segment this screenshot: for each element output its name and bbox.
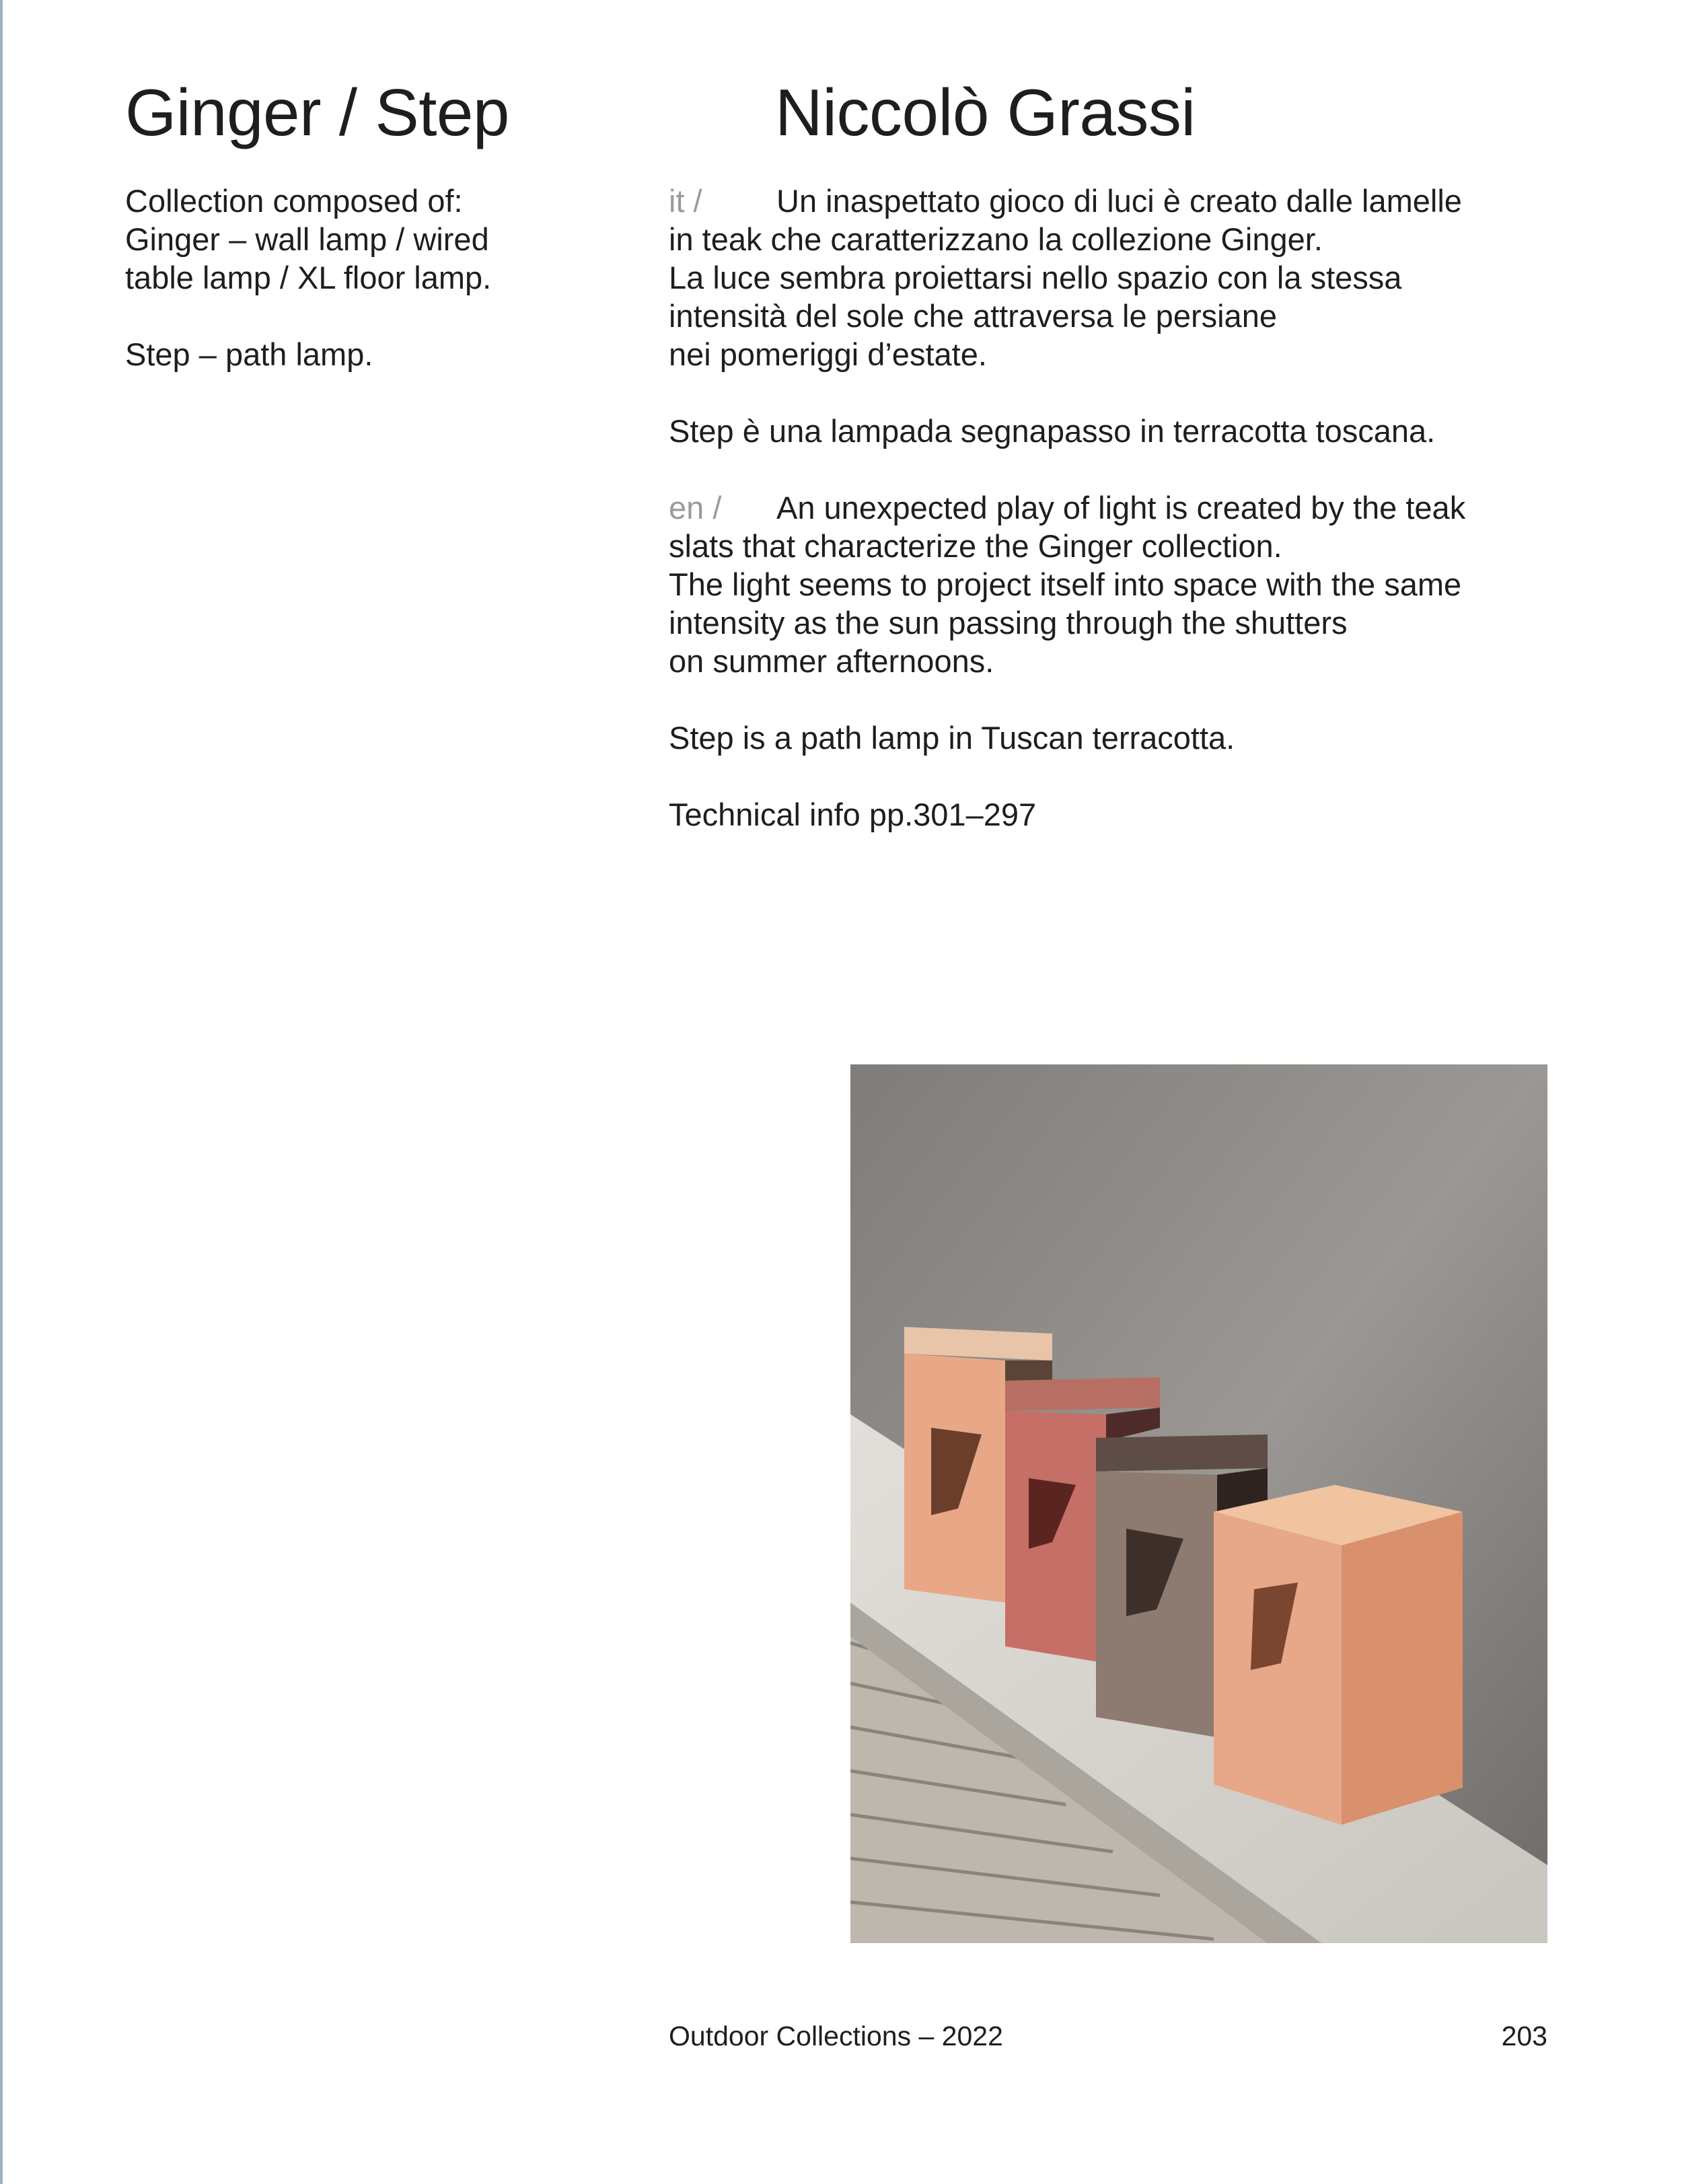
step-lamp-terracotta <box>1214 1485 1463 1825</box>
description-column <box>669 182 1570 872</box>
italian-line: La luce sembra proiettarsi nello spazio con la stessa <box>669 260 1402 295</box>
composition-line: Collection composed of: <box>125 183 463 219</box>
composition-line: table lamp / XL floor lamp. <box>125 260 492 295</box>
english-step: Step is a path lamp in Tuscan terracotta. <box>669 720 1235 756</box>
technical-info: Technical info pp.301–297 <box>669 797 1037 832</box>
product-photo <box>850 1064 1547 1943</box>
italian-line-1: it / Un inaspettato gioco di luci è creato dalle lamelle <box>669 183 1462 219</box>
english-paragraph <box>669 488 1570 680</box>
italian-step: Step è una lampada segnapasso in terracotta toscana. <box>669 413 1436 449</box>
composition-column <box>125 182 636 412</box>
english-line: The light seems to project itself into space with the same <box>669 567 1462 602</box>
english-label: en / <box>669 490 722 525</box>
english-line: slats that characterize the Ginger collection. <box>669 528 1282 564</box>
italian-line: nei pomeriggi d’estate. <box>669 336 987 372</box>
italian-label: it / <box>669 183 702 219</box>
italian-paragraph <box>669 182 1570 373</box>
composition-line: Ginger – wall lamp / wired <box>125 221 489 257</box>
footer-publication: Outdoor Collections – 2022 <box>669 2021 1003 2051</box>
english-line: on summer afternoons. <box>669 643 994 679</box>
english-line: intensity as the sun passing through the shutters <box>669 605 1348 641</box>
italian-line: intensità del sole che attraversa le persiane <box>669 298 1277 334</box>
step-composition: Step – path lamp. <box>125 336 373 372</box>
italian-line: in teak che caratterizzano la collezione Ginger. <box>669 221 1323 257</box>
designer-name: Niccolò Grassi <box>775 75 1196 149</box>
step-lamps-illustration <box>850 1064 1547 1943</box>
page-number: 203 <box>1501 2021 1547 2051</box>
collection-title: Ginger / Step <box>125 75 509 149</box>
english-line-1: en / An unexpected play of light is created by the teak <box>669 490 1466 525</box>
composition-paragraph <box>125 182 636 297</box>
page-edge <box>0 0 3 2184</box>
